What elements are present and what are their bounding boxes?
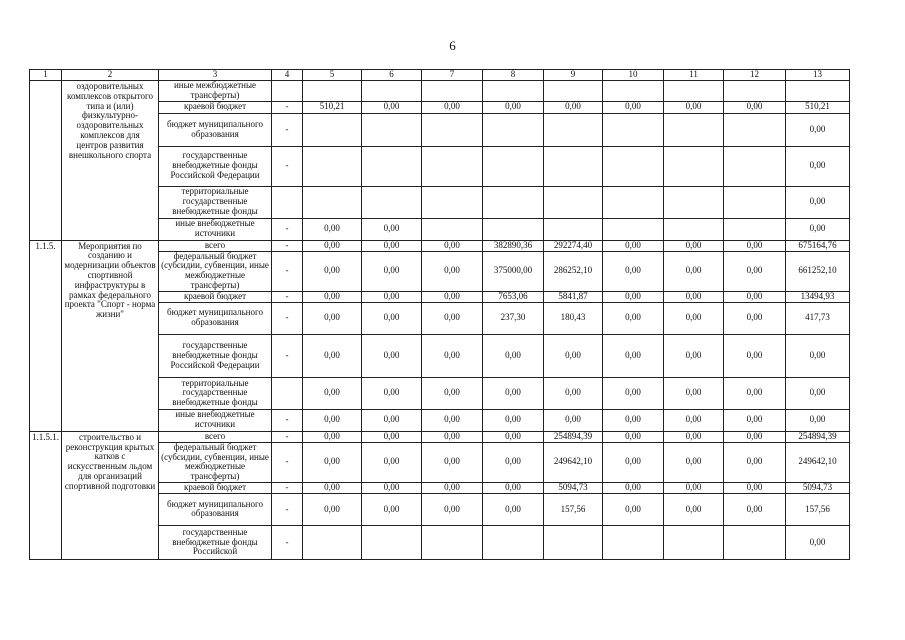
value-c7 [422,525,483,559]
value-c11: 0,00 [664,334,724,377]
header-cell-12: 12 [724,70,786,81]
value-c7: 0,00 [422,334,483,377]
value-c12: 0,00 [724,251,786,291]
funding-source: бюджет муниципального образования [159,302,272,334]
value-c8 [483,146,544,186]
value-c10 [603,186,664,218]
value-c8: 0,00 [483,409,544,431]
value-c5 [303,146,362,186]
value-c5: 0,00 [303,493,362,525]
funding-source: всего [159,240,272,251]
value-c12: 0,00 [724,101,786,113]
header-row [30,70,850,81]
funding-source: всего [159,431,272,442]
value-c8: 375000,00 [483,251,544,291]
value-c7: 0,00 [422,377,483,409]
header-cell-2: 2 [62,70,159,81]
value-c5: 0,00 [303,334,362,377]
value-c5: 0,00 [303,377,362,409]
value-c4: - [272,431,303,442]
page-number: 6 [449,38,456,53]
value-c11: 0,00 [664,409,724,431]
value-c9: 180,43 [544,302,603,334]
table-row [30,431,850,442]
value-c12 [724,81,786,102]
value-c10 [603,81,664,102]
value-c9: 0,00 [544,101,603,113]
header-cell-5: 5 [303,70,362,81]
value-c9: 0,00 [544,377,603,409]
value-c12: 0,00 [724,302,786,334]
value-c8: 0,00 [483,334,544,377]
value-c7: 0,00 [422,409,483,431]
header-cell-7: 7 [422,70,483,81]
value-c5: 0,00 [303,409,362,431]
funding-source: краевой бюджет [159,482,272,493]
value-c9 [544,186,603,218]
value-c7: 0,00 [422,442,483,482]
value-c11: 0,00 [664,302,724,334]
value-c7 [422,113,483,146]
value-c5: 510,21 [303,101,362,113]
header-cell-10: 10 [603,70,664,81]
value-c9: 254894,39 [544,431,603,442]
value-c6: 0,00 [362,302,422,334]
value-c12: 0,00 [724,493,786,525]
header-cell-1: 1 [30,70,62,81]
value-c10: 0,00 [603,101,664,113]
value-c13: 0,00 [786,186,850,218]
value-c11 [664,146,724,186]
value-c7 [422,186,483,218]
value-c10 [603,113,664,146]
value-c4 [272,377,303,409]
value-c12: 0,00 [724,482,786,493]
value-c5: 0,00 [303,218,362,240]
value-c4: - [272,146,303,186]
value-c11 [664,186,724,218]
value-c4 [272,81,303,102]
value-c4: - [272,251,303,291]
value-c13: 249642,10 [786,442,850,482]
funding-source: иные внебюджетные источники [159,409,272,431]
section-number [30,81,62,241]
value-c6: 0,00 [362,251,422,291]
funding-source: федеральный бюджет (субсидии, субвенции, иные межбюджетные трансферты) [159,251,272,291]
funding-source: иные внебюджетные источники [159,218,272,240]
value-c9 [544,525,603,559]
value-c7: 0,00 [422,431,483,442]
value-c8 [483,186,544,218]
value-c10: 0,00 [603,493,664,525]
value-c8 [483,218,544,240]
value-c5: 0,00 [303,482,362,493]
value-c11: 0,00 [664,482,724,493]
funding-source: бюджет муниципального образования [159,493,272,525]
value-c11: 0,00 [664,493,724,525]
value-c11: 0,00 [664,240,724,251]
value-c12: 0,00 [724,291,786,302]
value-c12: 0,00 [724,377,786,409]
value-c5 [303,81,362,102]
value-c13: 157,56 [786,493,850,525]
value-c9: 5094,73 [544,482,603,493]
value-c13: 254894,39 [786,431,850,442]
value-c9: 157,56 [544,493,603,525]
value-c11: 0,00 [664,431,724,442]
value-c6: 0,00 [362,442,422,482]
value-c11: 0,00 [664,442,724,482]
header-cell-13: 13 [786,70,850,81]
value-c7: 0,00 [422,251,483,291]
value-c6: 0,00 [362,409,422,431]
value-c8: 0,00 [483,431,544,442]
value-c8 [483,113,544,146]
value-c7: 0,00 [422,240,483,251]
value-c7: 0,00 [422,291,483,302]
value-c10: 0,00 [603,334,664,377]
value-c8: 382890,36 [483,240,544,251]
value-c13: 0,00 [786,409,850,431]
value-c9: 286252,10 [544,251,603,291]
header-cell-8: 8 [483,70,544,81]
value-c8 [483,81,544,102]
section-name: строительство и реконструкция крытых катков с искусственным льдом для организаций спортивной подготовки [62,431,159,559]
value-c10 [603,525,664,559]
value-c4: - [272,409,303,431]
value-c13: 0,00 [786,146,850,186]
header-cell-11: 11 [664,70,724,81]
funding-source: бюджет муниципального образования [159,113,272,146]
value-c11 [664,218,724,240]
value-c9: 292274,40 [544,240,603,251]
value-c6: 0,00 [362,493,422,525]
value-c13: 510,21 [786,101,850,113]
value-c12: 0,00 [724,334,786,377]
value-c11 [664,525,724,559]
value-c4: - [272,218,303,240]
value-c8: 0,00 [483,442,544,482]
value-c11: 0,00 [664,291,724,302]
budget-table [29,69,850,560]
value-c5 [303,525,362,559]
value-c6 [362,146,422,186]
value-c13: 5094,73 [786,482,850,493]
funding-source: государственные внебюджетные фонды Российской Федерации [159,146,272,186]
table-row [30,81,850,102]
value-c6 [362,186,422,218]
value-c10: 0,00 [603,291,664,302]
value-c4: - [272,291,303,302]
value-c13: 0,00 [786,113,850,146]
value-c10 [603,218,664,240]
value-c13: 13494,93 [786,291,850,302]
value-c4: - [272,482,303,493]
value-c4: - [272,442,303,482]
value-c9 [544,146,603,186]
value-c13: 0,00 [786,525,850,559]
value-c4: - [272,101,303,113]
value-c11 [664,113,724,146]
value-c12: 0,00 [724,431,786,442]
value-c9 [544,113,603,146]
value-c6: 0,00 [362,431,422,442]
value-c4: - [272,113,303,146]
value-c9: 5841,87 [544,291,603,302]
value-c11: 0,00 [664,251,724,291]
value-c7 [422,81,483,102]
value-c6: 0,00 [362,240,422,251]
value-c6: 0,00 [362,218,422,240]
value-c11 [664,81,724,102]
funding-source: федеральный бюджет (субсидии, субвенции, иные межбюджетные трансферты) [159,442,272,482]
value-c13: 417,73 [786,302,850,334]
value-c5: 0,00 [303,291,362,302]
value-c8 [483,525,544,559]
value-c8: 7653,06 [483,291,544,302]
section-name: Мероприятия по созданию и модернизации объектов спортивной инфраструктуры в рамках федерального проекта "Спорт - норма жизни" [62,240,159,431]
value-c13: 0,00 [786,334,850,377]
value-c10: 0,00 [603,251,664,291]
value-c4: - [272,302,303,334]
value-c6 [362,113,422,146]
value-c10: 0,00 [603,240,664,251]
value-c10 [603,146,664,186]
header-cell-3: 3 [159,70,272,81]
value-c9: 249642,10 [544,442,603,482]
value-c7 [422,146,483,186]
funding-source: государственные внебюджетные фонды Российской [159,525,272,559]
value-c7: 0,00 [422,302,483,334]
value-c13: 0,00 [786,377,850,409]
value-c9: 0,00 [544,409,603,431]
funding-source: краевой бюджет [159,291,272,302]
funding-source: территориальные государственные внебюджетные фонды [159,377,272,409]
value-c6: 0,00 [362,334,422,377]
value-c7: 0,00 [422,482,483,493]
value-c4: - [272,493,303,525]
value-c10: 0,00 [603,409,664,431]
funding-source: территориальные государственные внебюджетные фонды [159,186,272,218]
value-c4: - [272,334,303,377]
value-c12 [724,146,786,186]
value-c6: 0,00 [362,291,422,302]
value-c5: 0,00 [303,240,362,251]
value-c12: 0,00 [724,442,786,482]
value-c5: 0,00 [303,302,362,334]
value-c5: 0,00 [303,442,362,482]
value-c13: 0,00 [786,218,850,240]
value-c4 [272,186,303,218]
value-c12 [724,186,786,218]
section-name: оздоровительных комплексов открытого типа и (или) физкультурно-оздоровительных комплексов для центров развития внешкольного спорта [62,81,159,241]
value-c12: 0,00 [724,409,786,431]
section-number: 1.1.5. [30,240,62,431]
funding-source: краевой бюджет [159,101,272,113]
funding-source: иные межбюджетные трансферты) [159,81,272,102]
value-c8: 0,00 [483,377,544,409]
value-c10: 0,00 [603,302,664,334]
table-row [30,240,850,251]
value-c11: 0,00 [664,377,724,409]
value-c9 [544,218,603,240]
value-c7: 0,00 [422,493,483,525]
value-c8: 0,00 [483,493,544,525]
header-cell-4: 4 [272,70,303,81]
value-c5: 0,00 [303,251,362,291]
value-c6: 0,00 [362,101,422,113]
value-c4: - [272,525,303,559]
value-c6 [362,81,422,102]
value-c10: 0,00 [603,431,664,442]
value-c8: 0,00 [483,482,544,493]
value-c12: 0,00 [724,240,786,251]
value-c8: 237,30 [483,302,544,334]
value-c13 [786,81,850,102]
value-c12 [724,525,786,559]
value-c8: 0,00 [483,101,544,113]
value-c10: 0,00 [603,442,664,482]
value-c10: 0,00 [603,377,664,409]
value-c5: 0,00 [303,431,362,442]
value-c11: 0,00 [664,101,724,113]
value-c6: 0,00 [362,482,422,493]
value-c9 [544,81,603,102]
value-c13: 675164,76 [786,240,850,251]
funding-source: государственные внебюджетные фонды Российской Федерации [159,334,272,377]
value-c13: 661252,10 [786,251,850,291]
value-c6 [362,525,422,559]
value-c6: 0,00 [362,377,422,409]
section-number: 1.1.5.1. [30,431,62,559]
value-c12 [724,113,786,146]
value-c5 [303,186,362,218]
value-c7: 0,00 [422,101,483,113]
value-c4: - [272,240,303,251]
header-cell-9: 9 [544,70,603,81]
value-c12 [724,218,786,240]
header-cell-6: 6 [362,70,422,81]
value-c9: 0,00 [544,334,603,377]
value-c5 [303,113,362,146]
value-c7 [422,218,483,240]
value-c10: 0,00 [603,482,664,493]
